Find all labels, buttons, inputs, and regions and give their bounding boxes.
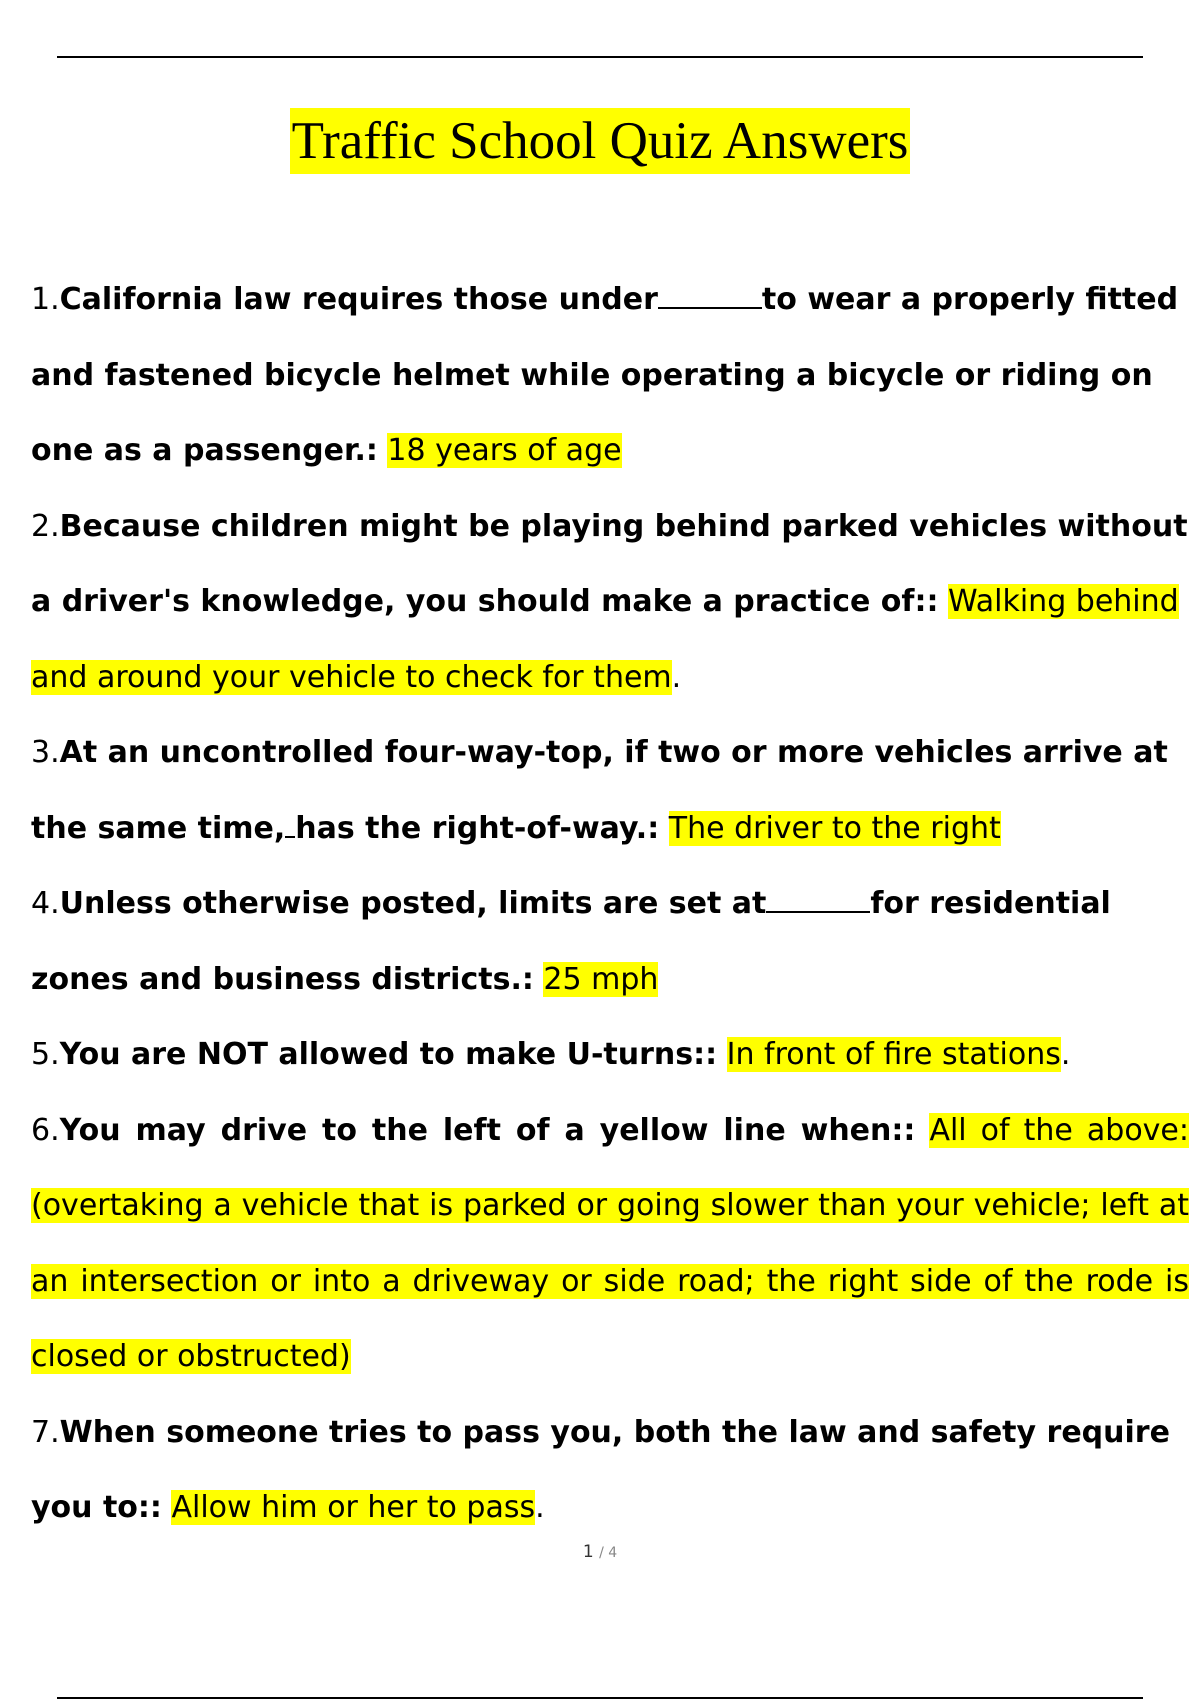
answer-highlight: The driver to the right [668, 810, 1001, 846]
question-number: 2. [31, 508, 60, 544]
question-2 [31, 489, 1189, 716]
page-title: Traffic School Quiz Answers [290, 108, 911, 174]
answer-suffix: . [1060, 1037, 1071, 1072]
question-text-part1: At an uncontrolled four-way-top, if two or more vehicles arrive at the same time, [31, 735, 1168, 846]
page-total: / 4 [599, 1545, 618, 1561]
answer-suffix: . [671, 659, 682, 695]
page-indicator [0, 1542, 1200, 1562]
question-text-part2: has the right-of-way.: [295, 810, 660, 846]
question-text: You may drive to the left of a yellow line when:: [59, 1112, 916, 1148]
question-text-part1: Unless otherwise posted, limits are set at [59, 886, 767, 921]
question-number: 7. [31, 1414, 60, 1450]
question-text-part2: to wear a properly fitted and fastened bicycle helmet while operating a bicycle or riding on one as a passenger.: [31, 282, 1179, 468]
fill-in-blank [658, 306, 762, 309]
answer-highlight: 18 years of age [387, 433, 622, 468]
answer-highlight: In front of fire stations [726, 1037, 1061, 1072]
question-6 [31, 1093, 1189, 1395]
question-number: 4. [31, 886, 60, 921]
question-text: You are NOT allowed to make U-turns:: [59, 1037, 718, 1072]
question-number: 1. [31, 282, 60, 317]
question-number: 6. [31, 1112, 60, 1148]
answer-highlight: Allow him or her to pass [171, 1490, 536, 1525]
question-4 [31, 866, 1189, 1017]
question-text: When someone tries to pass you, both the law and safety require you to:: [31, 1414, 1170, 1525]
question-number: 3. [31, 735, 60, 770]
question-5 [31, 1017, 1189, 1093]
question-text: Because children might be playing behind parked vehicles without a driver's knowledge, you should make a practice of:: [31, 508, 1188, 619]
answer-highlight: All of the above: (overtaking a vehicle that is parked or going slower than your vehicle; left at an intersection or into a driveway or side road; the right side of the rode is closed or obstructed) [31, 1112, 1189, 1374]
title-container [0, 108, 1200, 174]
quiz-content [31, 262, 1189, 1546]
bottom-rule [57, 1697, 1143, 1699]
answer-highlight: Walking behind and around your vehicle to check for them [31, 584, 1179, 695]
question-number: 5. [31, 1037, 60, 1072]
fill-in-blank [766, 910, 870, 913]
page-number: 1 [582, 1542, 594, 1562]
question-3 [31, 715, 1189, 866]
answer-suffix: . [535, 1490, 545, 1525]
question-text-part1: California law requires those under [59, 282, 658, 317]
question-7 [31, 1395, 1189, 1546]
answer-highlight: 25 mph [543, 961, 659, 997]
fill-in-blank [285, 835, 295, 838]
question-text-part2: for residential zones and business districts.: [31, 886, 1111, 997]
question-1 [31, 262, 1189, 489]
top-rule [57, 56, 1143, 58]
